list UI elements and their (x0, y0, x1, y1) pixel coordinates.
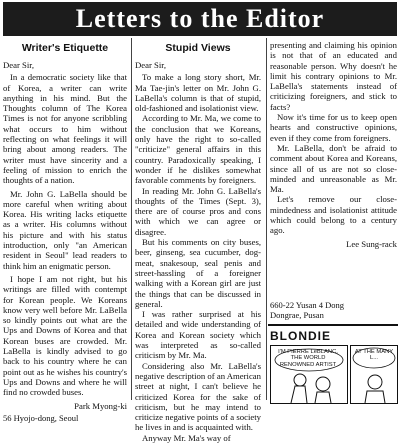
address-line: 660-22 Yusan 4 Dong (270, 300, 345, 310)
paragraph: But his comments on city buses, beer, ginseng, sea cucumber, dog-meat, snakesoup, seal penis and street-hassling of a foreigner walking with a Korean girl are just the things that can be discussed in general. (135, 237, 261, 309)
masthead-banner (3, 2, 397, 36)
paragraph: To make a long story short, Mr. Ma Tae-jin's letter on Mr. John G. LaBella's column is that of stupid, old-fashioned and isolationist view. (135, 72, 261, 114)
address-line: Dongrae, Pusan (270, 310, 324, 320)
comic-strip (268, 324, 398, 402)
letter-continuation (270, 40, 397, 249)
paragraph: Mr. John G. LaBella should be more careful when writing about Korea. His writing lacks etiquette as a writer. His columns without his picture and with his status introduction, only "an American resident in Seoul" lead readers to think him an enigmatic person. (3, 188, 127, 271)
cartoon-figure-icon (271, 346, 347, 403)
salutation: Dear Sir, (135, 60, 167, 70)
letter-stupid-views (135, 40, 261, 443)
speech-balloon: AT THE MANY L... (354, 349, 394, 362)
paragraph: Now it's time for us to keep open hearts and constructive opinions, even if they come from foreigners. (270, 112, 397, 143)
paragraph: According to Mr. Ma, we come to the conclusion that we Koreans, only have the right to so-called "criticize" general affairs in this country. Paradoxically speaking, I wonder if he dislikes somewhat favorable comments by foreigners. (135, 113, 261, 186)
paragraph: I was rather surprised at his detailed and wide understanding of Korea and Korean society which was interpreted as so-called criticism by Mr. Ma. (135, 309, 261, 361)
paragraph: Anyway Mr. Ma's way of (142, 432, 231, 443)
page-title: Letters to the Editor (75, 4, 325, 33)
column-divider (131, 38, 132, 400)
signature: Lee Sung-rack (346, 238, 397, 249)
address: 56 Hyojo-dong, Seoul (3, 412, 79, 423)
speech-balloon: I'M PIERRE LeBLANC, THE WORLD RENOWNED ARTIST (278, 349, 338, 368)
comic-panel (350, 345, 398, 404)
address (270, 300, 344, 320)
letter-writers-etiquette (3, 40, 127, 423)
paragraph: I hope I am not right, but his writings are filled with contempt for Korean people. We Koreans know very well before Mr. LaBella so kindly points out what are the Ups and Downs of Korea and that Korean buses are crowded. Mr. LaBella is kindly advised to go back to his country where he can point out as he wishes his country's Ups and Downs and where he will find no crowded buses. (3, 273, 127, 398)
column-divider (266, 38, 267, 400)
comic-title: BLONDIE (270, 329, 331, 343)
paragraph: Let's remove our close-mindedness and isolationist attitude which could belong to a century ago. (270, 194, 397, 236)
comic-panel (270, 345, 348, 404)
paragraph: Considering also Mr. LaBella's negative description of an American street at night, I can't believe he criticized Korea for the sake of criticism, but he may intend to criticize negative points of a society he lives in and is acquainted with. (135, 360, 261, 433)
salutation: Dear Sir, (3, 60, 35, 70)
paragraph: In reading Mr. John G. LaBella's thoughts of the Times (Sept. 3), there are of course pros and cons with which we can agree or disagree. (135, 185, 261, 237)
paragraph: In a democratic society like that of Korea, a writer can write anything in his mind. But the Thoughts column of The Korea Times is not for anyone scribbling what occurs to him without reflecting on what feelings it will bring about among readers. The writer must have sincerity and a feeling of mission to enrich the thoughts of a nation. (3, 72, 127, 186)
paragraph: Mr. LaBella, don't be afraid to comment about Korea and Koreans, since all of us are not so close-minded and unreasonable as Mr. Ma. (270, 142, 397, 195)
letter-headline: Stupid Views (165, 42, 231, 54)
paragraph: presenting and claiming his opinion is not that of an educated and reasonable person. Why doesn't he limit his contrary opinions to Mr. LaBella's statements instead of criticizing foreigners, and stick to facts? (270, 40, 397, 112)
signature: Park Myong-ki (74, 400, 127, 411)
cartoon-figure-icon (351, 346, 397, 403)
letter-headline: Writer's Etiquette (21, 42, 109, 54)
